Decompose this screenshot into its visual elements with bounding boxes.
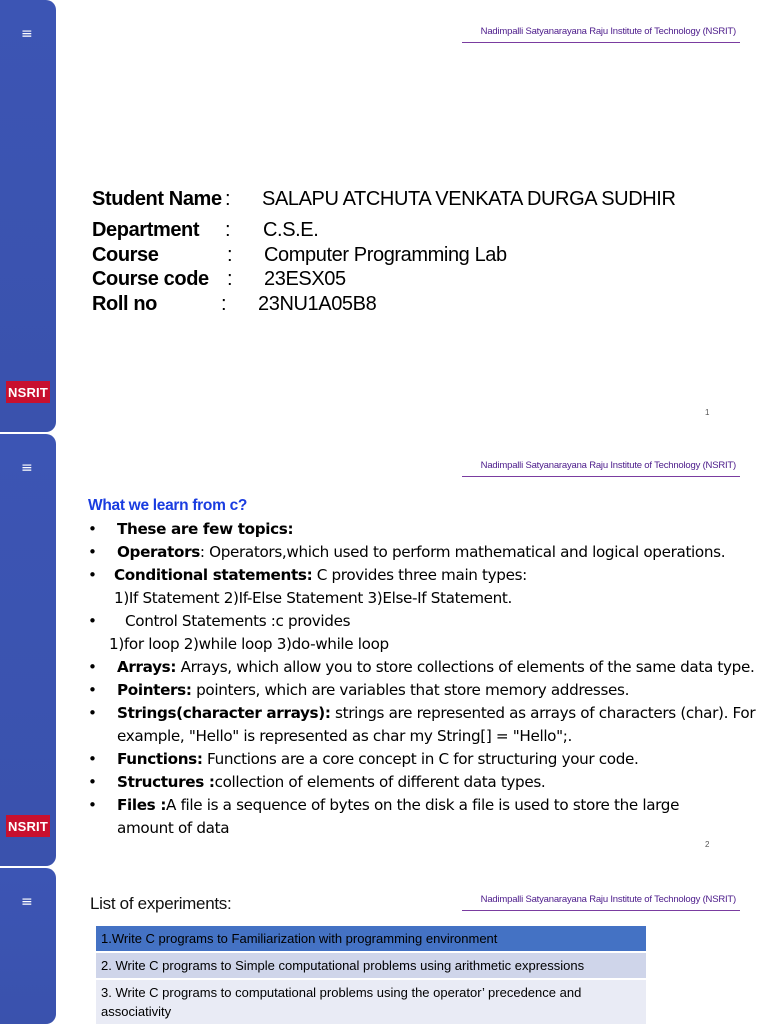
list-item [88, 771, 768, 794]
slide-1 [0, 0, 768, 432]
bullet-icon: • [88, 658, 97, 676]
bullet-icon: • [88, 520, 97, 538]
topic-text: A file is a sequence of bytes on the disk a file is used to store the large amount of data [117, 796, 680, 837]
topic-label: Operators [117, 543, 200, 561]
list-item-continuation: 1)for loop 2)while loop 3)do-while loop [109, 635, 389, 653]
nsrit-logo: NSRIT [6, 815, 50, 837]
slide-heading: What we learn from c? [88, 497, 248, 514]
topic-label: Structures : [117, 773, 215, 791]
field-value: 23NU1A05B8 [258, 293, 377, 315]
topic-text: strings are represented as arrays of characters (char). For example, "Hello" is represented as char my String[] = "Hello";. [117, 704, 756, 745]
field-colon: : [225, 188, 231, 210]
page-number: 1 [705, 408, 710, 417]
field-value: C.S.E. [263, 219, 319, 241]
table-row [96, 952, 646, 979]
menu-icon[interactable]: ≡ [21, 26, 33, 42]
field-colon: : [227, 268, 233, 290]
field-label: Course code [92, 268, 209, 290]
nsrit-logo: NSRIT [6, 381, 50, 403]
sidebar [0, 434, 56, 866]
list-item [88, 656, 768, 679]
header-divider [462, 42, 740, 43]
sidebar [0, 0, 56, 432]
list-item [88, 702, 768, 748]
topic-text: Functions are a core concept in C for structuring your code. [202, 750, 639, 768]
menu-icon[interactable]: ≡ [21, 460, 33, 476]
field-colon: : [221, 293, 227, 315]
list-item [88, 541, 768, 564]
list-item [88, 610, 768, 633]
table-row [96, 979, 646, 1024]
topic-text: : Operators,which used to perform mathematical and logical operations. [199, 543, 726, 561]
institute-name: Nadimpalli Satyanarayana Raju Institute of Technology (NSRIT) [480, 460, 736, 471]
bullet-icon: • [88, 704, 97, 722]
field-value: Computer Programming Lab [264, 244, 507, 266]
bullet-icon: • [88, 612, 97, 630]
topic-label: Functions: [117, 750, 203, 768]
topic-text: Control Statements :c provides [125, 612, 351, 630]
sidebar [0, 868, 56, 1024]
field-colon: : [227, 244, 233, 266]
list-item [88, 748, 768, 771]
topic-label: These are few topics: [117, 520, 294, 538]
experiments-table [96, 926, 646, 1024]
bullet-icon: • [88, 566, 97, 584]
list-item [88, 679, 768, 702]
bullet-icon: • [88, 796, 97, 814]
topic-text: C provides three main types: [312, 566, 527, 584]
topic-text: pointers, which are variables that store memory addresses. [191, 681, 630, 699]
header-divider [462, 476, 740, 477]
topic-label: Strings(character arrays): [117, 704, 331, 722]
topic-label: Arrays: [117, 658, 177, 676]
table-cell: 3. Write C programs to computational problems using the operator’ precedence and associativity [96, 979, 646, 1024]
page-number: 2 [705, 840, 710, 849]
bullet-icon: • [88, 681, 97, 699]
header-divider [462, 910, 740, 911]
menu-icon[interactable]: ≡ [21, 894, 33, 910]
bullet-icon: • [88, 773, 97, 791]
field-value: 23ESX05 [264, 268, 346, 290]
bullet-icon: • [88, 750, 97, 768]
table-cell: 1.Write C programs to Familiarization with programming environment [96, 926, 646, 952]
slide-2 [0, 434, 768, 866]
topic-text: Arrays, which allow you to store collections of elements of the same data type. [176, 658, 755, 676]
list-item [88, 518, 768, 541]
field-colon: : [225, 219, 231, 241]
field-label: Roll no [92, 293, 157, 315]
institute-name: Nadimpalli Satyanarayana Raju Institute of Technology (NSRIT) [480, 894, 736, 905]
table-cell: 2. Write C programs to Simple computational problems using arithmetic expressions [96, 952, 646, 979]
topic-label: Pointers: [117, 681, 192, 699]
list-item [88, 564, 768, 587]
field-label: Department [92, 219, 200, 241]
topic-label: Files : [117, 796, 167, 814]
bullet-icon: • [88, 543, 97, 561]
institute-name: Nadimpalli Satyanarayana Raju Institute of Technology (NSRIT) [480, 26, 736, 37]
topic-text: collection of elements of different data types. [214, 773, 546, 791]
slide-title: List of experiments: [90, 894, 232, 913]
slide-3 [0, 868, 768, 1024]
list-item [88, 794, 728, 840]
field-value: SALAPU ATCHUTA VENKATA DURGA SUDHIR [262, 188, 676, 210]
field-label: Course [92, 244, 159, 266]
field-label: Student Name [92, 188, 222, 210]
table-row [96, 926, 646, 952]
list-item-continuation: 1)If Statement 2)If-Else Statement 3)Else-If Statement. [114, 589, 512, 607]
topic-label: Conditional statements: [114, 566, 313, 584]
topic-list [88, 518, 768, 840]
